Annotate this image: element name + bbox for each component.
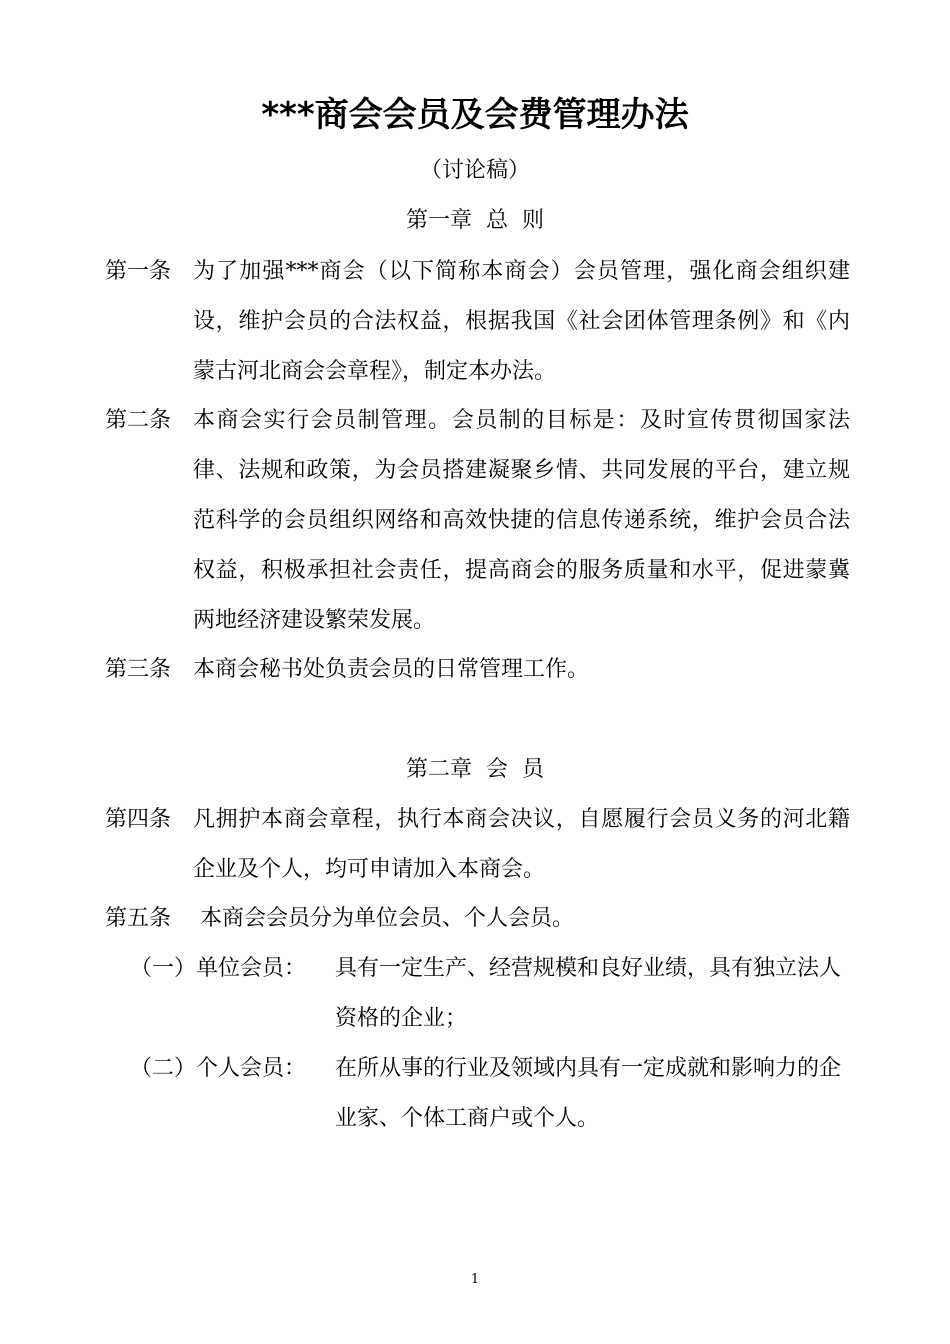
page-number: 1 [470, 1272, 480, 1287]
article-3 [105, 645, 850, 695]
article-5 [105, 894, 850, 944]
article-text: 凡拥护本商会章程，执行本商会决议，自愿履行会员义务的河北籍企业及个人，均可申请加入本商会。 [193, 807, 850, 882]
article-number: 第四条 [105, 807, 172, 832]
article-text: 本商会秘书处负责会员的日常管理工作。 [193, 657, 590, 682]
member-type-item-1 [130, 944, 850, 1044]
article-number: 第一条 [105, 259, 172, 284]
item-label: （二）个人会员： [130, 1056, 307, 1081]
item-text: 在所从事的行业及领域内具有一定成就和影响力的企业家、个体工商户或个人。 [335, 1056, 842, 1131]
article-text: 为了加强***商会（以下简称本商会）会员管理，强化商会组织建设，维护会员的合法权益，根据我国《社会团体管理条例》和《内蒙古河北商会会章程》，制定本办法。 [193, 259, 850, 384]
article-2 [105, 396, 850, 646]
article-number: 第三条 [105, 657, 172, 682]
article-number: 第二条 [105, 408, 172, 433]
item-label: （一）单位会员： [130, 956, 307, 981]
chapter-heading-1: 第一章 总 则 [406, 208, 544, 233]
document-title: ***商会会员及会费管理办法 [261, 95, 689, 135]
member-type-item-2 [130, 1044, 850, 1144]
chapter-heading-2: 第二章 会 员 [406, 757, 544, 782]
item-text: 具有一定生产、经营规模和良好业绩，具有独立法人资格的企业； [335, 956, 842, 1031]
article-4 [105, 795, 850, 895]
article-text: 本商会会员分为单位会员、个人会员。 [193, 906, 574, 931]
article-text: 本商会实行会员制管理。会员制的目标是：及时宣传贯彻国家法律、法规和政策，为会员搭建凝聚乡情、共同发展的平台，建立规范科学的会员组织网络和高效快捷的信息传递系统，维护会员合法权益，积极承担社会责任，提高商会的服务质量和水平，促进蒙冀两地经济建设繁荣发展。 [193, 408, 850, 633]
article-1 [105, 247, 850, 397]
document-subtitle: （讨论稿） [419, 158, 530, 183]
article-number: 第五条 [105, 906, 172, 931]
